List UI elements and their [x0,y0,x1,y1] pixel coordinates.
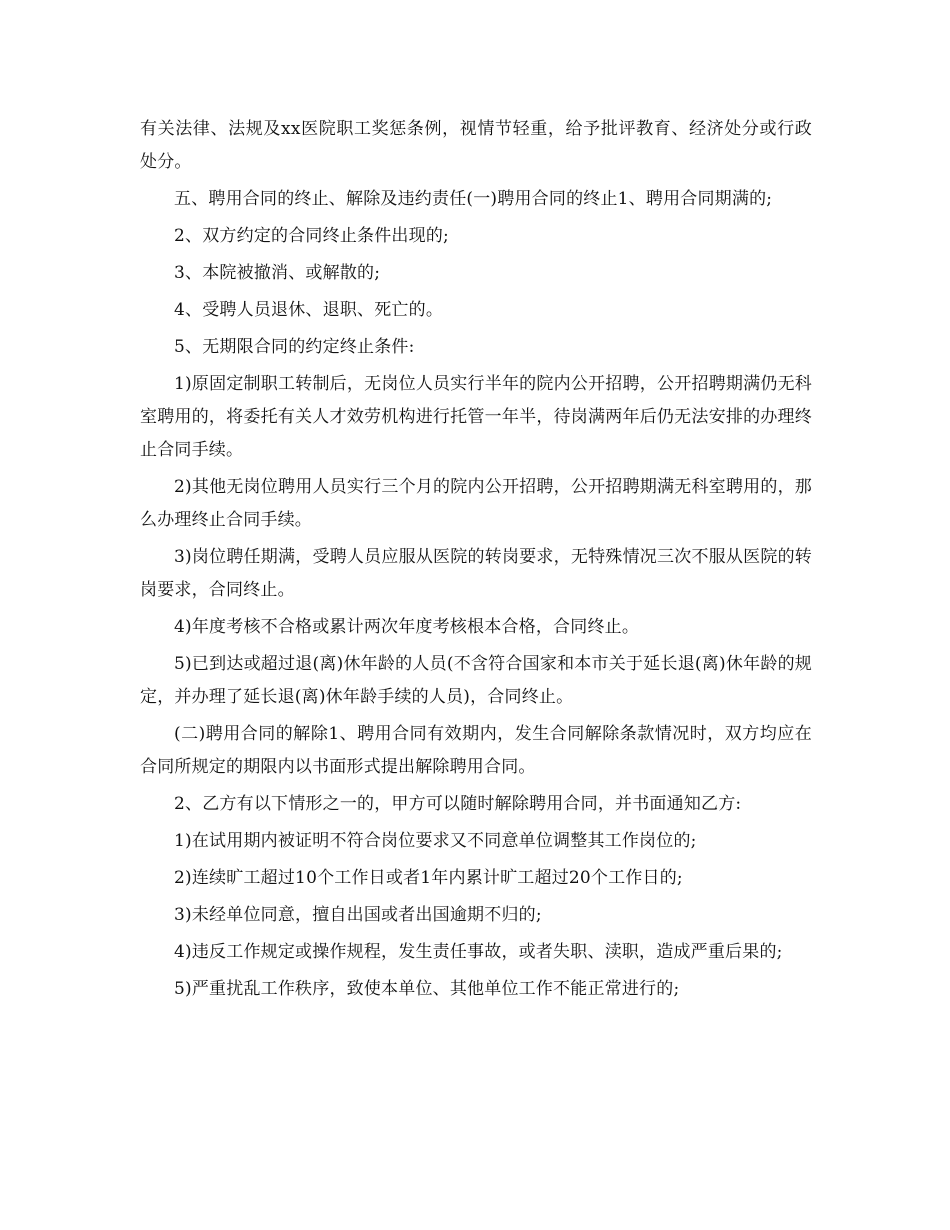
paragraph-4: 4、受聘人员退休、退职、死亡的。 [174,300,444,320]
paragraph-1: 五、聘用合同的终止、解除及违约责任(一)聘用合同的终止1、聘用合同期满的; [174,189,773,209]
paragraph-12: 2、乙方有以下情形之一的，甲方可以随时解除聘用合同，并书面通知乙方: [174,794,742,814]
paragraph-15: 3)未经单位同意，擅自出国或者出国逾期不归的; [174,905,542,925]
paragraph-14: 2)连续旷工超过10个工作日或者1年内累计旷工超过20个工作日的; [174,868,683,888]
paragraph-7: 2)其他无岗位聘用人员实行三个月的院内公开招聘，公开招聘期满无科室聘用的，那么办理终止合同手续。 [140,477,812,530]
paragraph-6: 1)原固定制职工转制后，无岗位人员实行半年的院内公开招聘，公开招聘期满仍无科室聘用的，将委托有关人才效劳机构进行托管一年半，待岗满两年后仍无法安排的办理终止合同手续。 [140,374,812,460]
paragraph-17: 5)严重扰乱工作秩序，致使本单位、其他单位工作不能正常进行的; [174,979,680,999]
paragraph-5: 5、无期限合同的约定终止条件: [174,337,415,357]
paragraph-9: 4)年度考核不合格或累计两次年度考核根本合格，合同终止。 [174,617,640,637]
paragraph-0: 有关法律、法规及xx医院职工奖惩条例，视情节轻重，给予批评教育、经济处分或行政处分。 [140,119,812,172]
document-body [140,113,812,1010]
paragraph-16: 4)违反工作规定或操作规程，发生责任事故，或者失职、渎职，造成严重后果的; [174,942,783,962]
paragraph-8: 3)岗位聘任期满，受聘人员应服从医院的转岗要求，无特殊情况三次不服从医院的转岗要求，合同终止。 [140,547,812,600]
paragraph-11: (二)聘用合同的解除1、聘用合同有效期内，发生合同解除条款情况时，双方均应在合同所规定的期限内以书面形式提出解除聘用合同。 [140,724,812,777]
paragraph-2: 2、双方约定的合同终止条件出现的; [174,226,449,246]
paragraph-3: 3、本院被撤消、或解散的; [174,263,381,283]
paragraph-13: 1)在试用期内被证明不符合岗位要求又不同意单位调整其工作岗位的; [174,831,697,851]
paragraph-10: 5)已到达或超过退(离)休年龄的人员(不含符合国家和本市关于延长退(离)休年龄的规定，并办理了延长退(离)休年龄手续的人员)，合同终止。 [140,654,812,707]
